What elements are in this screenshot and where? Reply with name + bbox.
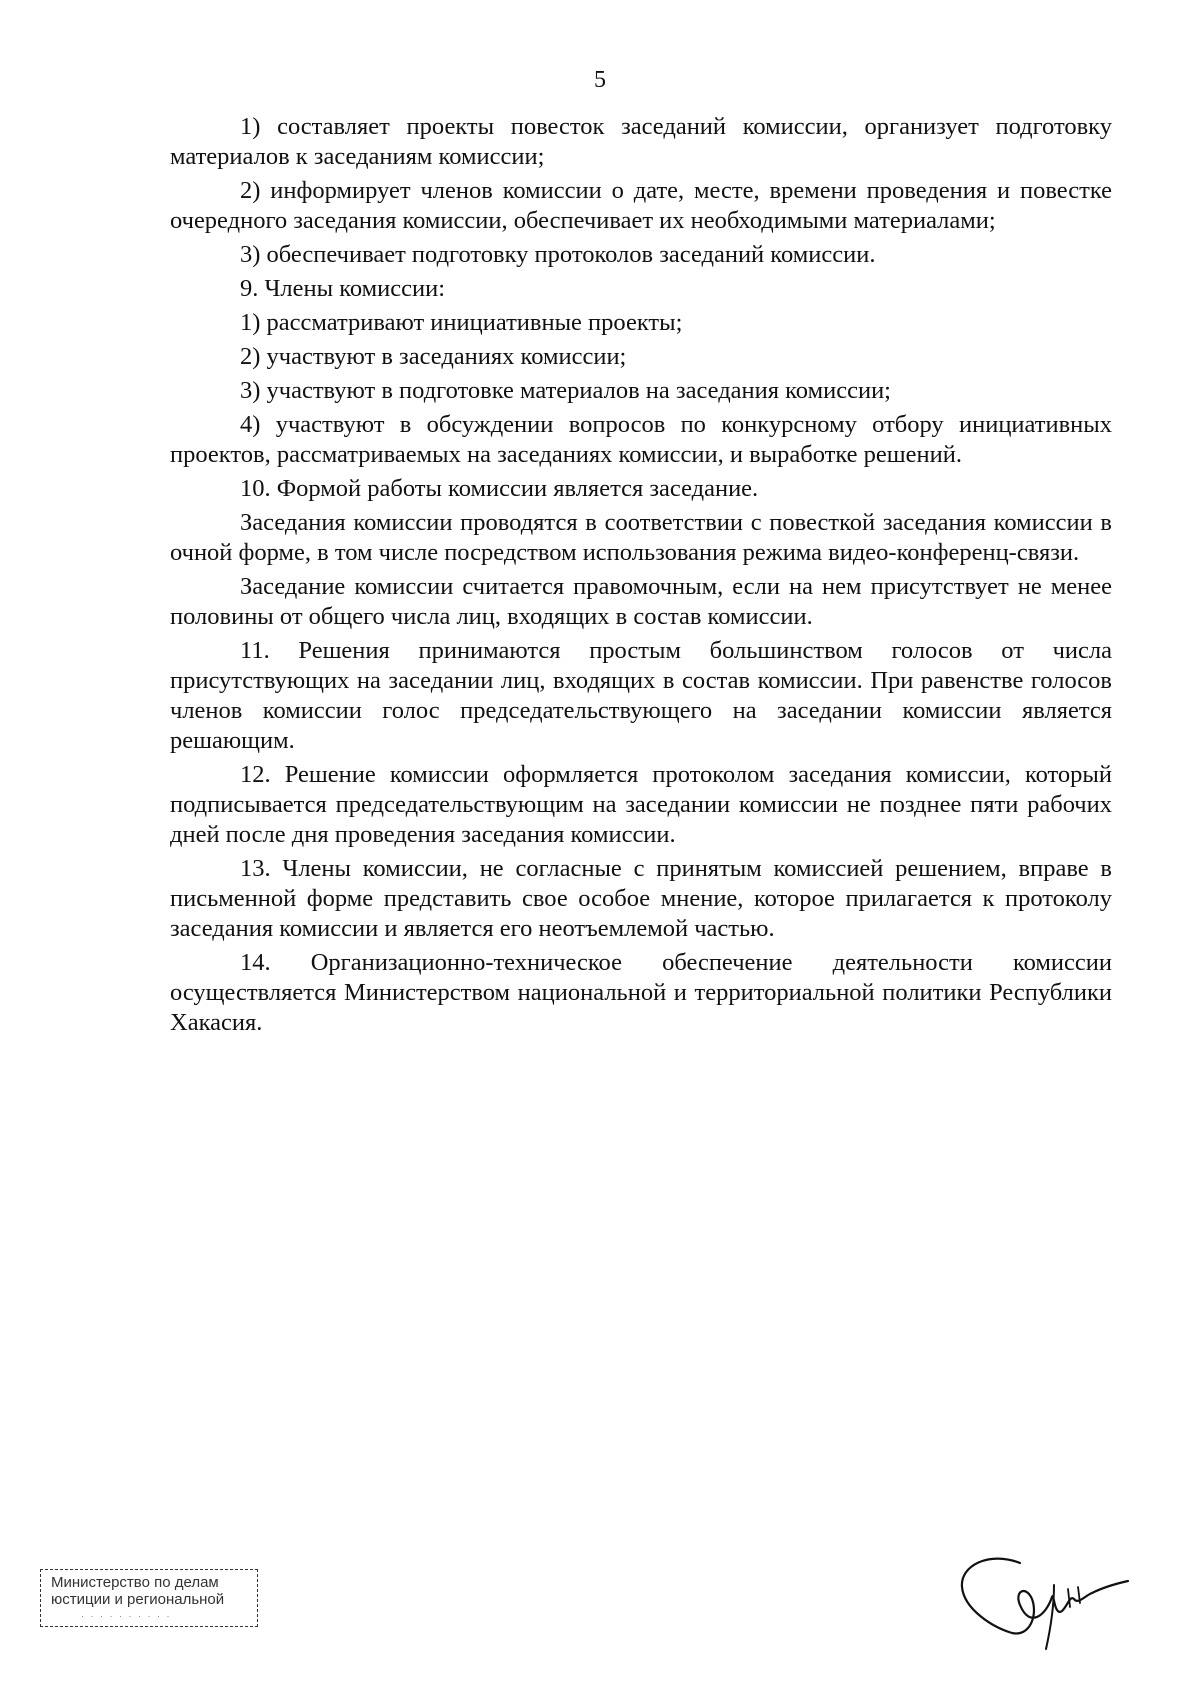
paragraph-2: 2) информирует членов комиссии о дате, месте, времени проведения и повестке очередного заседания комиссии, обеспечивает их необходимыми материалами; <box>170 177 1112 234</box>
paragraph-1: 1) составляет проекты повесток заседаний комиссии, организует подготовку материалов к заседаниям комиссии; <box>170 113 1112 170</box>
paragraph-8: 4) участвуют в обсуждении вопросов по конкурсному отбору инициативных проектов, рассматриваемых на заседаниях комиссии, и выработке решений. <box>170 411 1112 468</box>
paragraph-10: Заседания комиссии проводятся в соответствии с повесткой заседания комиссии в очной форме, в том числе посредством использования режима видео-конференц-связи. <box>170 509 1112 566</box>
stamp-line-3-illegible: · · · · · · · · · · <box>81 1611 172 1621</box>
paragraph-6: 2) участвуют в заседаниях комиссии; <box>240 343 627 370</box>
page-number: 5 <box>594 67 606 93</box>
paragraph-12: 11. Решения принимаются простым большинством голосов от числа присутствующих на заседании лиц, входящих в состав комиссии. При равенстве голосов членов комиссии голос председательствующего на заседании комиссии является решающим. <box>170 637 1112 754</box>
signature-icon <box>950 1545 1140 1655</box>
paragraph-3: 3) обеспечивает подготовку протоколов заседаний комиссии. <box>240 241 876 268</box>
paragraph-5: 1) рассматривают инициативные проекты; <box>240 309 683 336</box>
paragraph-14: 13. Члены комиссии, не согласные с принятым комиссией решением, вправе в письменной форме представить свое особое мнение, которое прилагается к протоколу заседания комиссии и является его неотъемлемой частью. <box>170 855 1112 942</box>
paragraph-11: Заседание комиссии считается правомочным, если на нем присутствует не менее половины от общего числа лиц, входящих в состав комиссии. <box>170 573 1112 630</box>
paragraph-13: 12. Решение комиссии оформляется протоколом заседания комиссии, который подписывается председательствующим на заседании комиссии не позднее пяти рабочих дней после дня проведения заседания комиссии. <box>170 761 1112 848</box>
registration-stamp <box>40 1569 258 1627</box>
stamp-line-2: юстиции и региональной <box>51 1591 225 1608</box>
paragraph-9: 10. Формой работы комиссии является заседание. <box>240 475 759 502</box>
stamp-line-1: Министерство по делам <box>51 1574 219 1591</box>
paragraph-4: 9. Члены комиссии: <box>240 275 446 302</box>
document-body <box>170 112 1112 1038</box>
paragraph-15: 14. Организационно-техническое обеспечение деятельности комиссии осуществляется Министерством национальной и территориальной политики Республики Хакасия. <box>170 949 1112 1036</box>
paragraph-7: 3) участвуют в подготовке материалов на заседания комиссии; <box>240 377 891 404</box>
